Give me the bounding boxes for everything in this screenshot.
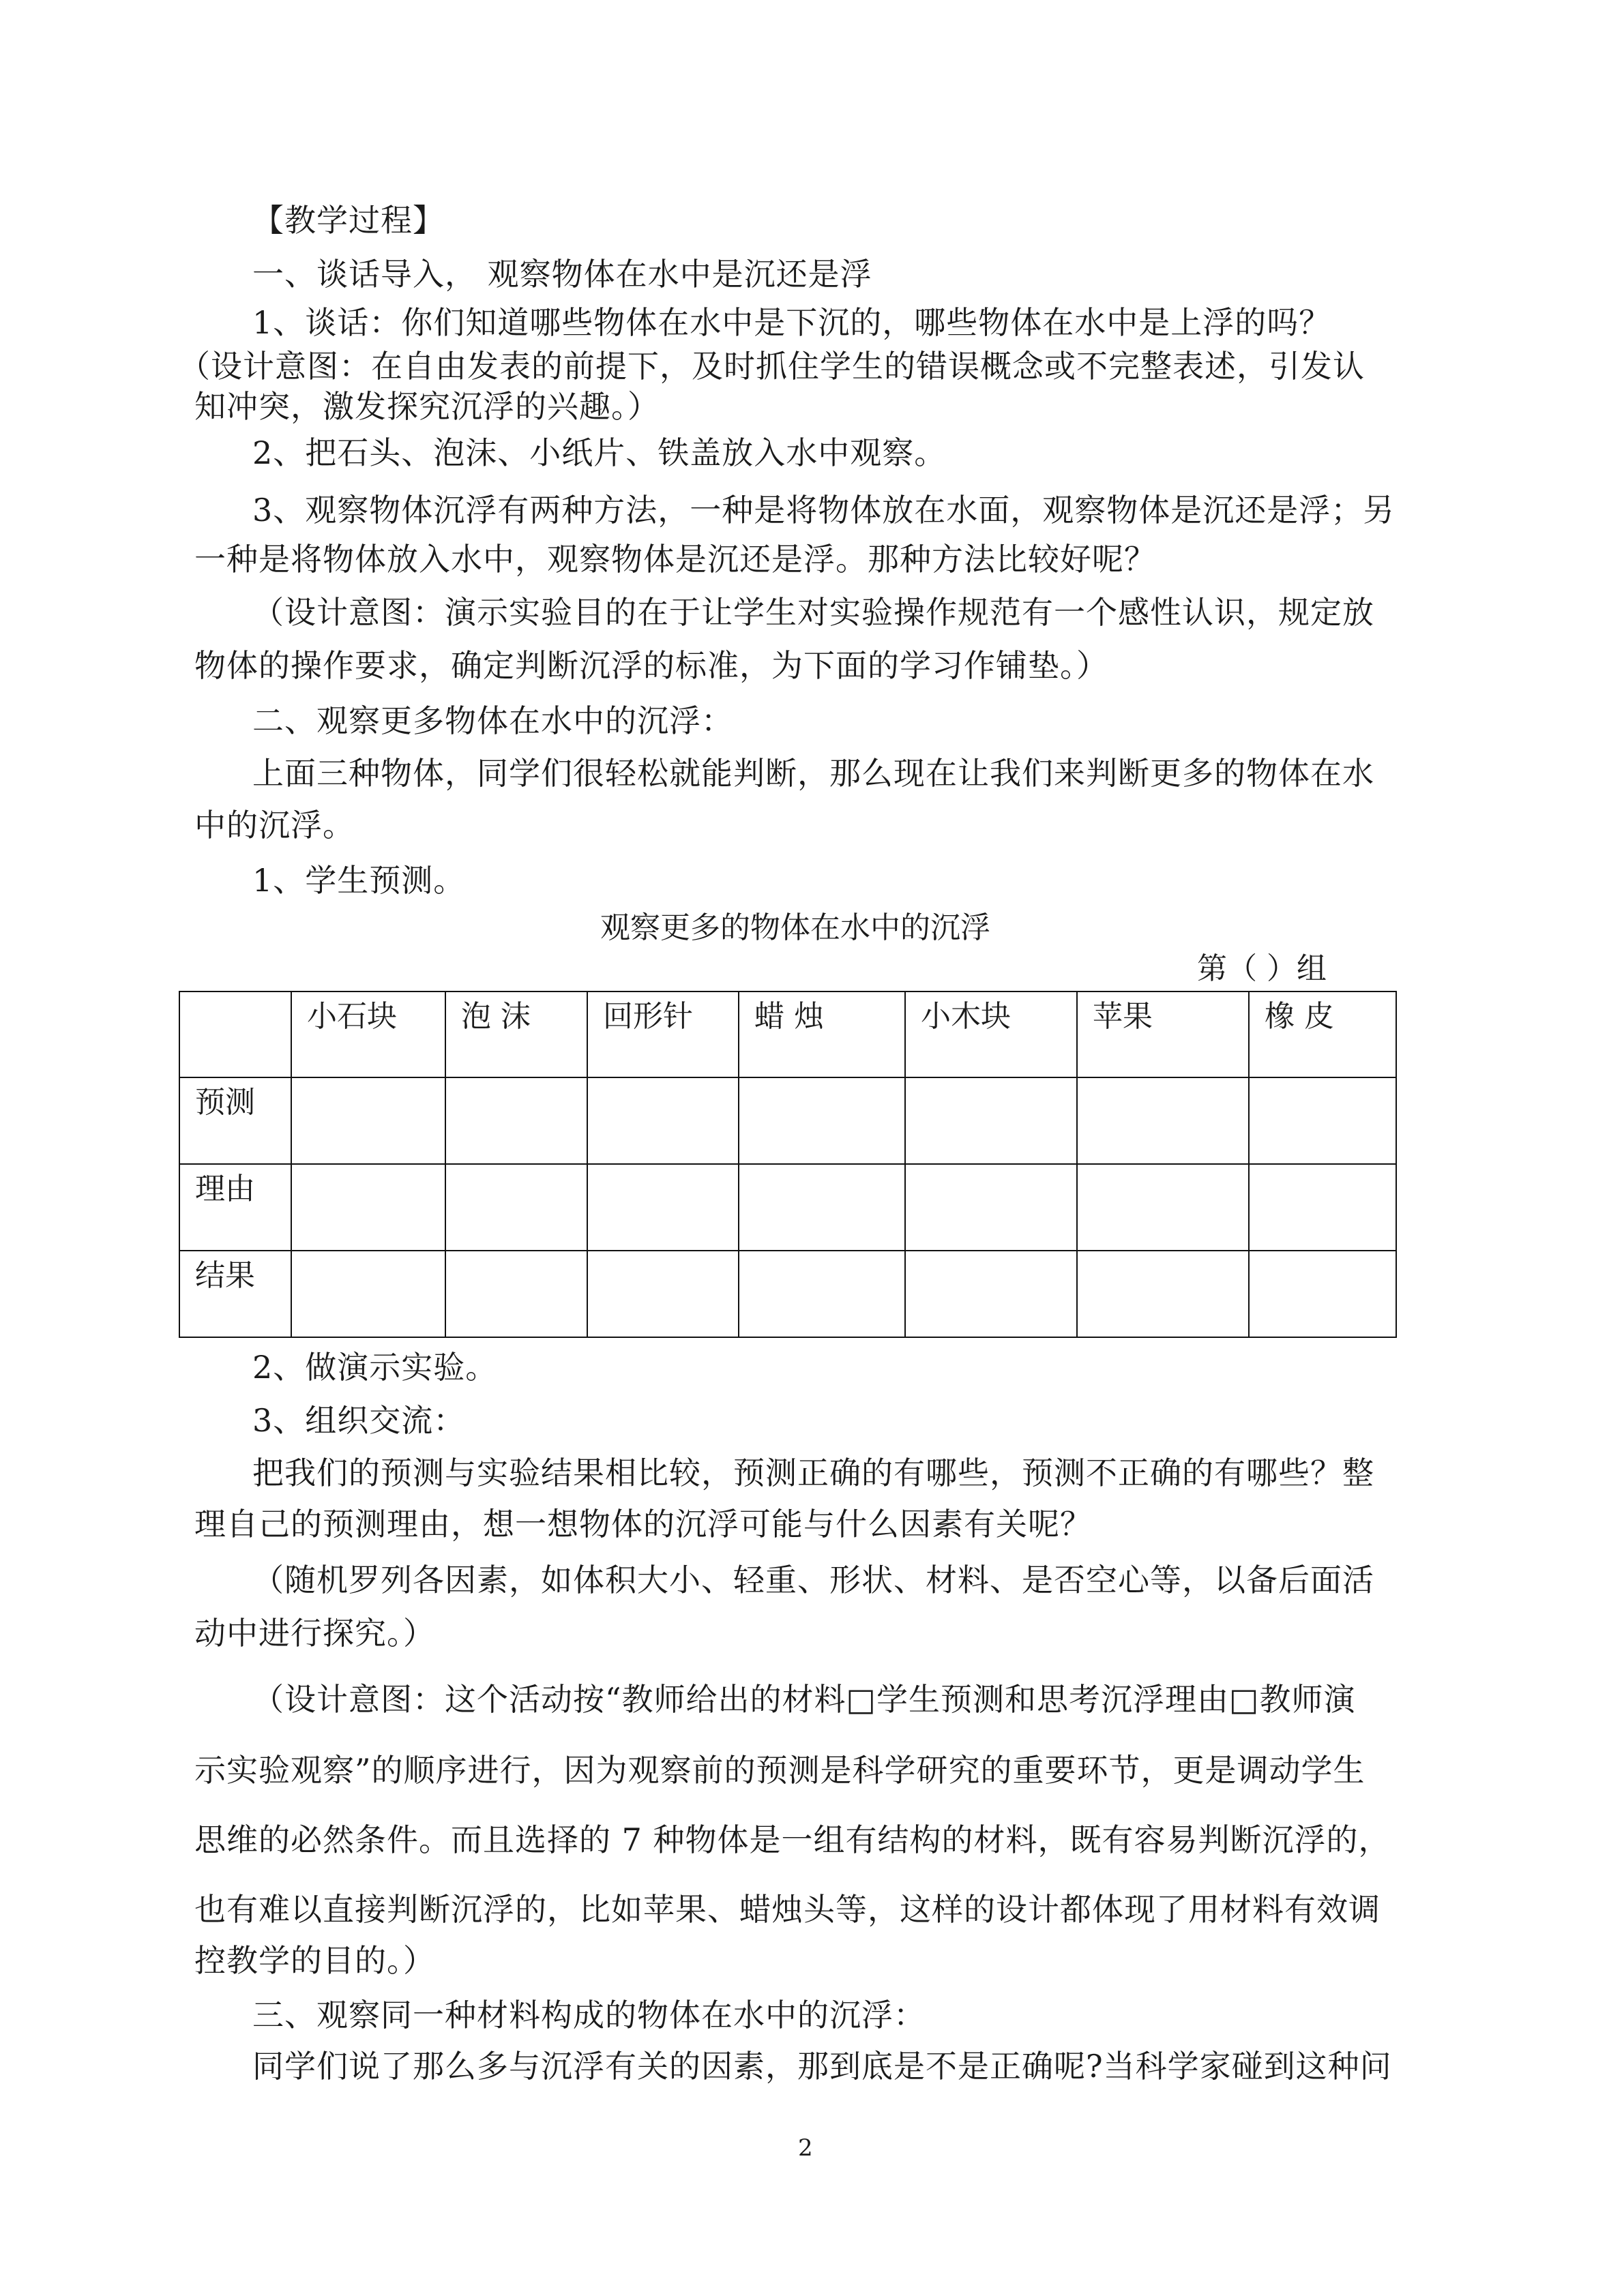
table-header-row	[179, 992, 1396, 1077]
table-row	[179, 1164, 1396, 1251]
paragraph-line: （设计意图：演示实验目的在于让学生对实验操作规范有一个感性认识，规定放	[252, 594, 1374, 631]
table-cell	[445, 1251, 587, 1337]
heading-part-one: 一、谈话导入， 观察物体在水中是沉还是浮	[252, 256, 872, 293]
paragraph-line: 1、谈话：你们知道哪些物体在水中是下沉的，哪些物体在水中是上浮的吗？	[252, 304, 1331, 341]
header-cell: 蜡 烛	[739, 992, 905, 1077]
table-corner-cell	[179, 992, 291, 1077]
table-cell	[587, 1077, 739, 1164]
paragraph-line: 理自己的预测理由，想一想物体的沉浮可能与什么因素有关呢？	[194, 1506, 1092, 1542]
group-label: 第（ ）组	[1197, 951, 1327, 986]
header-cell: 小木块	[905, 992, 1077, 1077]
row-label-cell: 理由	[179, 1164, 291, 1251]
table-cell	[739, 1164, 905, 1251]
paragraph-line: 控教学的目的。）	[194, 1942, 435, 1979]
paragraph-line: 中的沉浮。	[194, 807, 355, 844]
table-cell	[1077, 1164, 1249, 1251]
table-cell	[1249, 1077, 1396, 1164]
table-cell	[587, 1251, 739, 1337]
table-cell	[739, 1077, 905, 1164]
header-cell: 小石块	[291, 992, 445, 1077]
table-cell	[905, 1077, 1077, 1164]
section-heading: 【教学过程】	[252, 202, 445, 239]
table-cell	[445, 1077, 587, 1164]
paragraph-line: 2、把石头、泡沫、小纸片、铁盖放入水中观察。	[252, 434, 947, 471]
paragraph-line: 同学们说了那么多与沉浮有关的因素，那到底是不是正确呢?当科学家碰到这种问	[252, 2048, 1392, 2085]
header-cell: 回形针	[587, 992, 739, 1077]
table-cell	[291, 1164, 445, 1251]
table-cell	[587, 1164, 739, 1251]
header-cell: 橡 皮	[1249, 992, 1396, 1077]
paragraph-line: （随机罗列各因素，如体积大小、轻重、形状、材料、是否空心等，以备后面活	[252, 1562, 1374, 1598]
paragraph-line: 1、学生预测。	[252, 862, 466, 899]
table-cell	[1249, 1251, 1396, 1337]
paragraph-line: 3、组织交流：	[252, 1402, 466, 1439]
paragraph-line: 上面三种物体，同学们很轻松就能判断，那么现在让我们来判断更多的物体在水	[252, 755, 1374, 792]
header-cell: 苹果	[1077, 992, 1249, 1077]
paragraph-line: 一种是将物体放入水中，观察物体是沉还是浮。那种方法比较好呢？	[194, 541, 1156, 578]
paragraph-line: （设计意图：在自由发表的前提下，及时抓住学生的错误概念或不完整表述，引发认	[179, 348, 1365, 385]
table-cell	[1077, 1251, 1249, 1337]
paragraph-line: 知冲突，激发探究沉浮的兴趣。）	[194, 388, 660, 425]
page-number: 2	[798, 2134, 813, 2162]
paragraph-line: 思维的必然条件。而且选择的 7 种物体是一组有结构的材料，既有容易判断沉浮的，	[194, 1821, 1391, 1858]
row-label-cell: 结果	[179, 1251, 291, 1337]
paragraph-line: 动中进行探究。）	[194, 1615, 435, 1652]
table-cell	[445, 1164, 587, 1251]
paragraph-line: （设计意图：这个活动按“教师给出的材料□学生预测和思考沉浮理由□教师演	[252, 1681, 1356, 1718]
table-cell	[905, 1164, 1077, 1251]
row-label-cell: 预测	[179, 1077, 291, 1164]
heading-part-two: 二、观察更多物体在水中的沉浮：	[252, 702, 733, 739]
paragraph-line: 物体的操作要求，确定判断沉浮的标准，为下面的学习作铺垫。）	[194, 647, 1108, 684]
paragraph-line: 3、观察物体沉浮有两种方法，一种是将物体放在水面，观察物体是沉还是浮；另	[252, 492, 1396, 528]
table-cell	[905, 1251, 1077, 1337]
table-cell	[291, 1251, 445, 1337]
header-cell: 泡 沫	[445, 992, 587, 1077]
paragraph-line: 2、做演示实验。	[252, 1349, 498, 1386]
heading-part-three: 三、观察同一种材料构成的物体在水中的沉浮：	[252, 1997, 926, 2033]
paragraph-line: 示实验观察”的顺序进行，因为观察前的预测是科学研究的重要环节，更是调动学生	[194, 1752, 1365, 1789]
observation-table	[179, 991, 1397, 1338]
paragraph-line: 把我们的预测与实验结果相比较，预测正确的有哪些，预测不正确的有哪些？整	[252, 1455, 1374, 1491]
table-row	[179, 1251, 1396, 1337]
table-cell	[291, 1077, 445, 1164]
table-row	[179, 1077, 1396, 1164]
table-cell	[1249, 1164, 1396, 1251]
paragraph-line: 也有难以直接判断沉浮的，比如苹果、蜡烛头等，这样的设计都体现了用材料有效调	[194, 1891, 1381, 1928]
table-cell	[739, 1251, 905, 1337]
table-cell	[1077, 1077, 1249, 1164]
table-title: 观察更多的物体在水中的沉浮	[600, 910, 990, 945]
